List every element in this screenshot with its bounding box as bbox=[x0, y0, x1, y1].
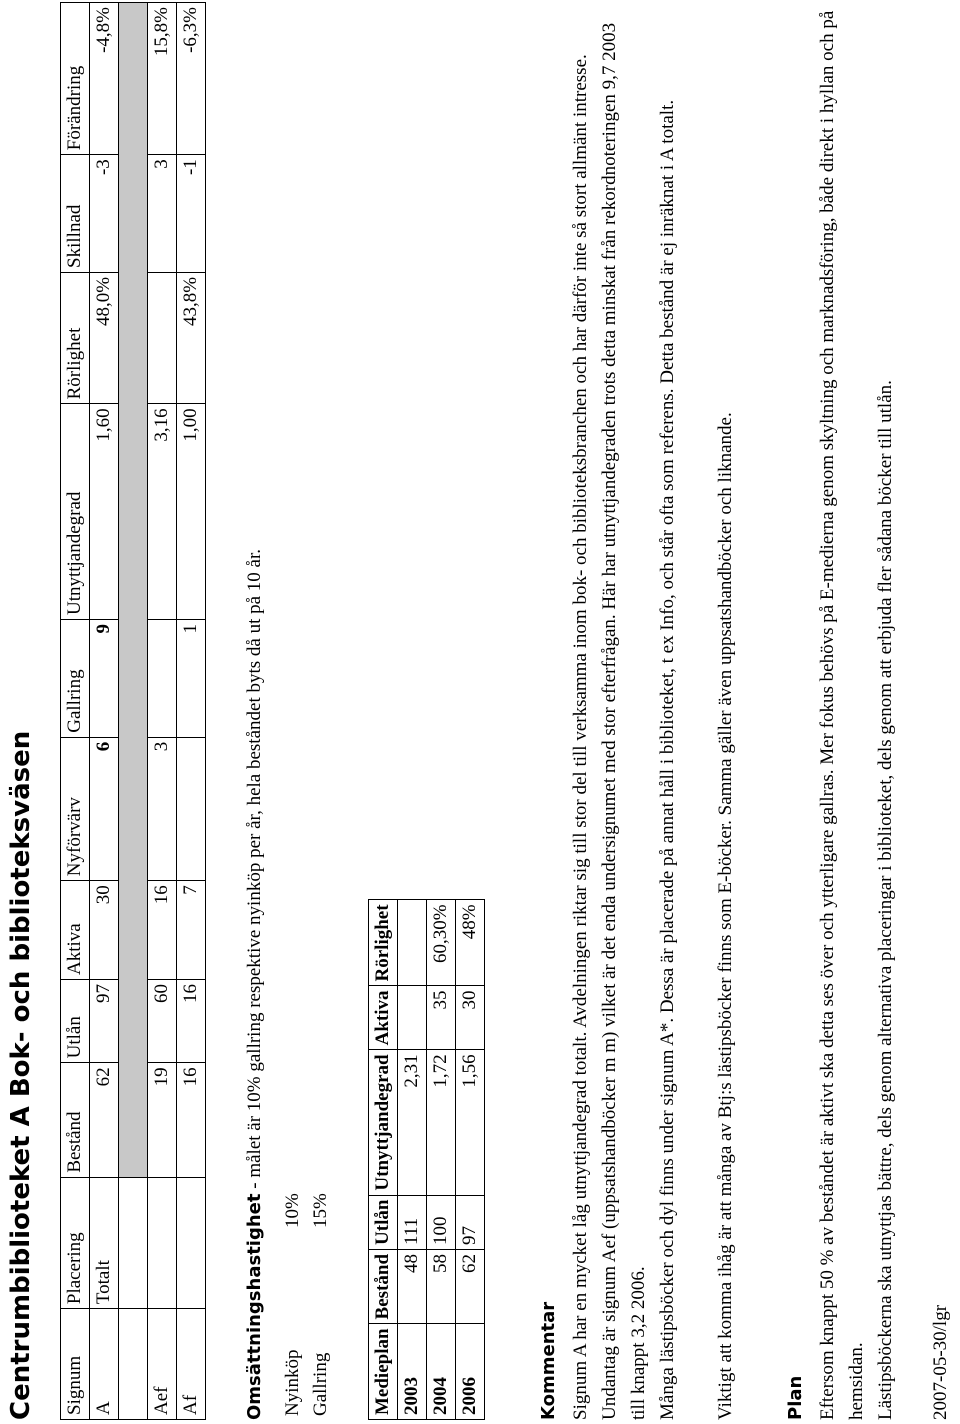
plan-paragraph-1: Eftersom knappt 50 % av beståndet är aktivt ska detta ses över och ytterligare gallras. Mer fokus behövs på E-medierna genom skyltning och marknadsföring, både direkt i hyllan och på hemsidan. bbox=[817, 10, 867, 1420]
header-utlan: Utlån bbox=[61, 980, 90, 1063]
table-cell bbox=[177, 1177, 206, 1308]
header-rorlighet: Rörlighet bbox=[61, 272, 90, 403]
table-cell: 97 bbox=[456, 1195, 485, 1249]
table-cell: 48 bbox=[398, 1249, 427, 1323]
table-cell: 48% bbox=[456, 900, 485, 986]
table-cell: Aef bbox=[148, 1309, 177, 1420]
table-cell: 16 bbox=[148, 881, 177, 980]
header-utlan: Utlån bbox=[369, 1195, 398, 1249]
table-cell: 97 bbox=[90, 980, 119, 1063]
table-cell: 3,16 bbox=[148, 404, 177, 620]
table-cell: 9 bbox=[90, 620, 119, 738]
table-cell: 16 bbox=[177, 980, 206, 1063]
header-nyforvarv: Nyförvärv bbox=[61, 737, 90, 880]
turnover-text: - målet är 10% gallring respektive nyinköp per år, hela beståndet byts då ut på 10 år. bbox=[244, 548, 265, 1194]
gallring-value: 15% bbox=[310, 1193, 331, 1228]
table-header-row bbox=[61, 3, 90, 1420]
turnover-note bbox=[244, 549, 266, 1420]
table-cell: 15,8% bbox=[148, 3, 177, 155]
table-cell: 1,72 bbox=[427, 1050, 456, 1195]
table-cell bbox=[148, 272, 177, 403]
table-cell: 60 bbox=[148, 980, 177, 1063]
table-cell: 62 bbox=[456, 1249, 485, 1323]
header-aktiva: Aktiva bbox=[369, 986, 398, 1050]
table-cell bbox=[119, 1177, 148, 1308]
header-gallring: Gallring bbox=[61, 620, 90, 738]
table-cell: 62 bbox=[90, 1063, 119, 1177]
plan-paragraph-2: Lästipsböckerna ska utnyttjas bättre, dels genom alternativa placeringar i biblioteket, dels genom att erbjuda fler sådana böcker till utlån. bbox=[875, 380, 896, 1420]
table-cell: 2003 bbox=[398, 1324, 427, 1420]
table-cell: 43,8% bbox=[177, 272, 206, 403]
table-cell: 30 bbox=[456, 986, 485, 1050]
table-cell: 3 bbox=[148, 737, 177, 880]
header-signum: Signum bbox=[61, 1309, 90, 1420]
header-skillnad: Skillnad bbox=[61, 155, 90, 273]
table-cell: 60,30% bbox=[427, 900, 456, 986]
table-cell: 1 bbox=[177, 620, 206, 738]
header-bestand: Bestånd bbox=[61, 1063, 90, 1177]
history-table bbox=[368, 899, 485, 1420]
header-utnyttjandegrad: Utnyttjandegrad bbox=[61, 404, 90, 620]
table-row bbox=[177, 3, 206, 1420]
table-header-row bbox=[369, 900, 398, 1420]
table-row bbox=[398, 900, 427, 1420]
turnover-label: Omsättningshastighet bbox=[244, 1193, 265, 1420]
header-placering: Placering bbox=[61, 1177, 90, 1308]
table-cell: 2006 bbox=[456, 1324, 485, 1420]
table-cell: 3 bbox=[148, 155, 177, 273]
table-cell: 30 bbox=[90, 881, 119, 980]
nyinkop-label: Nyinköp bbox=[282, 1349, 303, 1416]
table-row bbox=[456, 900, 485, 1420]
table-cell: 48,0% bbox=[90, 272, 119, 403]
table-cell bbox=[148, 620, 177, 738]
gallring-label: Gallring bbox=[310, 1352, 331, 1416]
table-cell bbox=[177, 737, 206, 880]
table-cell: Af bbox=[177, 1309, 206, 1420]
header-rorlighet: Rörlighet bbox=[369, 900, 398, 986]
comment-paragraph-2: Många lästipsböcker och dyl finns under signum A*. Dessa är placerade på annat håll i biblioteket, t ex Info, och står ofta som referens. Detta bestånd är ej inräknat i A totalt. bbox=[657, 99, 678, 1420]
header-utnyttjandegrad: Utnyttjandegrad bbox=[369, 1050, 398, 1195]
table-cell bbox=[119, 1309, 148, 1420]
gray-separator-cell bbox=[119, 3, 148, 1178]
table-cell bbox=[148, 1177, 177, 1308]
table-cell: -4,8% bbox=[90, 3, 119, 155]
comment-paragraph-3: Viktigt att komma ihåg är att många av Btj:s lästipsböcker finns som E-böcker. Samma gäller även uppsatshandböcker och liknande. bbox=[715, 412, 736, 1420]
table-cell: 58 bbox=[427, 1249, 456, 1323]
table-cell: 19 bbox=[148, 1063, 177, 1177]
header-forandring: Förändring bbox=[61, 3, 90, 155]
table-cell: A bbox=[90, 1309, 119, 1420]
table-cell: 6 bbox=[90, 737, 119, 880]
table-cell: 16 bbox=[177, 1063, 206, 1177]
table-cell: 7 bbox=[177, 881, 206, 980]
table-cell: Totalt bbox=[90, 1177, 119, 1308]
header-bestand: Bestånd bbox=[369, 1249, 398, 1323]
nyinkop-value: 10% bbox=[282, 1193, 303, 1228]
table-cell: -3 bbox=[90, 155, 119, 273]
page-title: Centrumbiblioteket A Bok- och biblioteksväsen bbox=[6, 730, 36, 1420]
table-cell: 1,60 bbox=[90, 404, 119, 620]
plan-heading: Plan bbox=[785, 1375, 806, 1420]
signature-date: 2007-05-30/lgr bbox=[930, 1304, 951, 1420]
comment-paragraph-1: Signum A har en mycket låg utnyttjandegrad totalt. Avdelningen riktar sig till stor del till verksamma inom bok- och biblioteksbranchen och har därför inte så stort allmänt intresse. Undantag är signum Aef (uppsatshandböcker m m) vilket är det enda undersignumet med stor efterfrågan. Här har utnyttjandegraden trots detta minskat från rekordnoteringen 9,7 2003 till knappt 3,2 2006. bbox=[570, 22, 649, 1420]
table-row bbox=[427, 900, 456, 1420]
table-separator-row bbox=[119, 3, 148, 1420]
table-row-total bbox=[90, 3, 119, 1420]
table-cell: 2004 bbox=[427, 1324, 456, 1420]
table-cell: 100 bbox=[427, 1195, 456, 1249]
table-cell: -1 bbox=[177, 155, 206, 273]
table-cell: -6,3% bbox=[177, 3, 206, 155]
table-cell bbox=[398, 900, 427, 986]
table-cell: 1,56 bbox=[456, 1050, 485, 1195]
main-statistics-table bbox=[60, 2, 206, 1420]
table-cell: 1,00 bbox=[177, 404, 206, 620]
header-medieplan: Medieplan bbox=[369, 1324, 398, 1420]
comment-heading: Kommentar bbox=[538, 1301, 559, 1420]
header-aktiva: Aktiva bbox=[61, 881, 90, 980]
table-cell: 2,31 bbox=[398, 1050, 427, 1195]
table-cell: 35 bbox=[427, 986, 456, 1050]
table-cell bbox=[398, 986, 427, 1050]
table-cell: 111 bbox=[398, 1195, 427, 1249]
table-row bbox=[148, 3, 177, 1420]
